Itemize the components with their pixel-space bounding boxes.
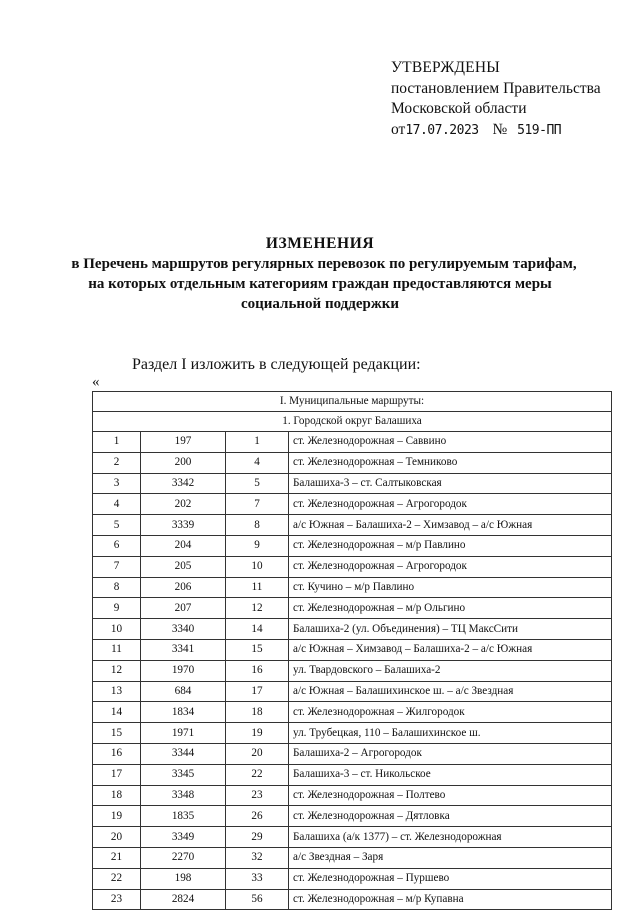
route-number: 4 xyxy=(226,452,289,473)
row-index: 22 xyxy=(93,868,141,889)
route-register-number: 3339 xyxy=(141,515,226,536)
route-number: 23 xyxy=(226,785,289,806)
row-index: 18 xyxy=(93,785,141,806)
row-index: 11 xyxy=(93,639,141,660)
row-index: 1 xyxy=(93,432,141,453)
route-name: а/с Южная – Балашихинское ш. – а/с Звездная xyxy=(289,681,612,702)
route-register-number: 198 xyxy=(141,868,226,889)
row-index: 20 xyxy=(93,827,141,848)
route-number: 14 xyxy=(226,619,289,640)
row-index: 10 xyxy=(93,619,141,640)
route-register-number: 3348 xyxy=(141,785,226,806)
row-index: 23 xyxy=(93,889,141,910)
route-register-number: 204 xyxy=(141,535,226,556)
row-index: 21 xyxy=(93,847,141,868)
date-prefix: от xyxy=(391,121,406,138)
route-name: ст. Железнодорожная – м/р Ольгино xyxy=(289,598,612,619)
approval-stamp xyxy=(391,58,631,141)
route-number: 15 xyxy=(226,639,289,660)
table-row xyxy=(93,827,612,848)
row-index: 16 xyxy=(93,743,141,764)
route-name: ст. Железнодорожная – Темниково xyxy=(289,452,612,473)
route-register-number: 2270 xyxy=(141,847,226,868)
table-row xyxy=(93,868,612,889)
route-number: 29 xyxy=(226,827,289,848)
route-register-number: 2824 xyxy=(141,889,226,910)
intro-text: Раздел I изложить в следующей редакции: xyxy=(132,356,421,373)
route-register-number: 1971 xyxy=(141,723,226,744)
row-index: 19 xyxy=(93,806,141,827)
document-heading xyxy=(0,234,640,314)
route-number: 10 xyxy=(226,556,289,577)
route-register-number: 3349 xyxy=(141,827,226,848)
table-row xyxy=(93,535,612,556)
routes-table xyxy=(92,391,612,910)
row-index: 2 xyxy=(93,452,141,473)
route-register-number: 3344 xyxy=(141,743,226,764)
route-name: ст. Железнодорожная – Агрогородок xyxy=(289,494,612,515)
table-row xyxy=(93,473,612,494)
route-name: ст. Железнодорожная – Жилгородок xyxy=(289,702,612,723)
table-row xyxy=(93,764,612,785)
route-number: 8 xyxy=(226,515,289,536)
row-index: 8 xyxy=(93,577,141,598)
row-index: 14 xyxy=(93,702,141,723)
route-number: 22 xyxy=(226,764,289,785)
table-row xyxy=(93,785,612,806)
row-index: 13 xyxy=(93,681,141,702)
route-number: 33 xyxy=(226,868,289,889)
district-header: 1. Городской округ Балашиха xyxy=(93,412,612,432)
route-name: ст. Кучино – м/р Павлино xyxy=(289,577,612,598)
row-index: 4 xyxy=(93,494,141,515)
route-name: ст. Железнодорожная – Саввино xyxy=(289,432,612,453)
route-name: ст. Железнодорожная – Полтево xyxy=(289,785,612,806)
approval-line-region: Московской области xyxy=(391,100,527,117)
table-row xyxy=(93,619,612,640)
route-number: 7 xyxy=(226,494,289,515)
row-index: 12 xyxy=(93,660,141,681)
route-number: 1 xyxy=(226,432,289,453)
route-register-number: 3342 xyxy=(141,473,226,494)
approval-line-decree: постановлением Правительства xyxy=(391,80,601,97)
row-index: 15 xyxy=(93,723,141,744)
route-register-number: 200 xyxy=(141,452,226,473)
route-name: ул. Твардовского – Балашиха-2 xyxy=(289,660,612,681)
route-number: 20 xyxy=(226,743,289,764)
route-number: 19 xyxy=(226,723,289,744)
route-register-number: 1834 xyxy=(141,702,226,723)
route-register-number: 197 xyxy=(141,432,226,453)
route-name: Балашиха-3 – ст. Никольское xyxy=(289,764,612,785)
row-index: 3 xyxy=(93,473,141,494)
route-register-number: 206 xyxy=(141,577,226,598)
row-index: 5 xyxy=(93,515,141,536)
table-row xyxy=(93,639,612,660)
table-row xyxy=(93,743,612,764)
route-name: а/с Южная – Балашиха-2 – Химзавод – а/с Южная xyxy=(289,515,612,536)
heading-line-3: на которых отдельным категориям граждан предоставляются меры xyxy=(88,276,552,292)
table-row xyxy=(93,556,612,577)
route-register-number: 202 xyxy=(141,494,226,515)
table-row xyxy=(93,702,612,723)
table-row xyxy=(93,598,612,619)
table-row xyxy=(93,577,612,598)
route-name: ул. Трубецкая, 110 – Балашихинское ш. xyxy=(289,723,612,744)
route-register-number: 3340 xyxy=(141,619,226,640)
opening-quote: « xyxy=(92,374,100,390)
table-row xyxy=(93,432,612,453)
table-row xyxy=(93,806,612,827)
route-name: Балашиха-2 – Агрогородок xyxy=(289,743,612,764)
table-row xyxy=(93,494,612,515)
section-header: I. Муниципальные маршруты: xyxy=(93,392,612,412)
table-row xyxy=(93,515,612,536)
route-register-number: 207 xyxy=(141,598,226,619)
district-header-row xyxy=(93,412,612,432)
heading-line-4: социальной поддержки xyxy=(240,296,399,312)
row-index: 7 xyxy=(93,556,141,577)
route-register-number: 1970 xyxy=(141,660,226,681)
route-name: Балашиха-3 – ст. Салтыковская xyxy=(289,473,612,494)
row-index: 9 xyxy=(93,598,141,619)
route-name: а/с Звездная – Заря xyxy=(289,847,612,868)
section-header-row xyxy=(93,392,612,412)
route-name: ст. Железнодорожная – Агрогородок xyxy=(289,556,612,577)
approval-title: УТВЕРЖДЕНЫ xyxy=(391,59,500,76)
number-prefix: № xyxy=(492,121,508,138)
route-name: Балашиха (а/к 1377) – ст. Железнодорожная xyxy=(289,827,612,848)
approval-number: 519-ПП xyxy=(517,123,562,138)
route-name: а/с Южная – Химзавод – Балашиха-2 – а/с Южная xyxy=(289,639,612,660)
heading-title: ИЗМЕНЕНИЯ xyxy=(265,235,375,252)
route-number: 18 xyxy=(226,702,289,723)
route-number: 17 xyxy=(226,681,289,702)
approval-date: 17.07.2023 xyxy=(405,123,479,138)
heading-line-2: в Перечень маршрутов регулярных перевозок по регулируемым тарифам, xyxy=(71,256,577,272)
route-register-number: 684 xyxy=(141,681,226,702)
route-number: 16 xyxy=(226,660,289,681)
table-row xyxy=(93,660,612,681)
route-number: 11 xyxy=(226,577,289,598)
route-register-number: 3341 xyxy=(141,639,226,660)
route-name: ст. Железнодорожная – Дятловка xyxy=(289,806,612,827)
route-name: ст. Железнодорожная – м/р Павлино xyxy=(289,535,612,556)
route-name: ст. Железнодорожная – м/р Купавна xyxy=(289,889,612,910)
table-row xyxy=(93,723,612,744)
row-index: 17 xyxy=(93,764,141,785)
table-row xyxy=(93,452,612,473)
row-index: 6 xyxy=(93,535,141,556)
route-number: 56 xyxy=(226,889,289,910)
table-row xyxy=(93,681,612,702)
route-register-number: 3345 xyxy=(141,764,226,785)
route-number: 12 xyxy=(226,598,289,619)
route-name: Балашиха-2 (ул. Объединения) – ТЦ МаксСити xyxy=(289,619,612,640)
route-number: 9 xyxy=(226,535,289,556)
approval-date-number xyxy=(391,120,631,141)
route-register-number: 205 xyxy=(141,556,226,577)
route-number: 26 xyxy=(226,806,289,827)
table-row xyxy=(93,889,612,910)
route-number: 32 xyxy=(226,847,289,868)
table-row xyxy=(93,847,612,868)
route-name: ст. Железнодорожная – Пуршево xyxy=(289,868,612,889)
route-register-number: 1835 xyxy=(141,806,226,827)
route-number: 5 xyxy=(226,473,289,494)
